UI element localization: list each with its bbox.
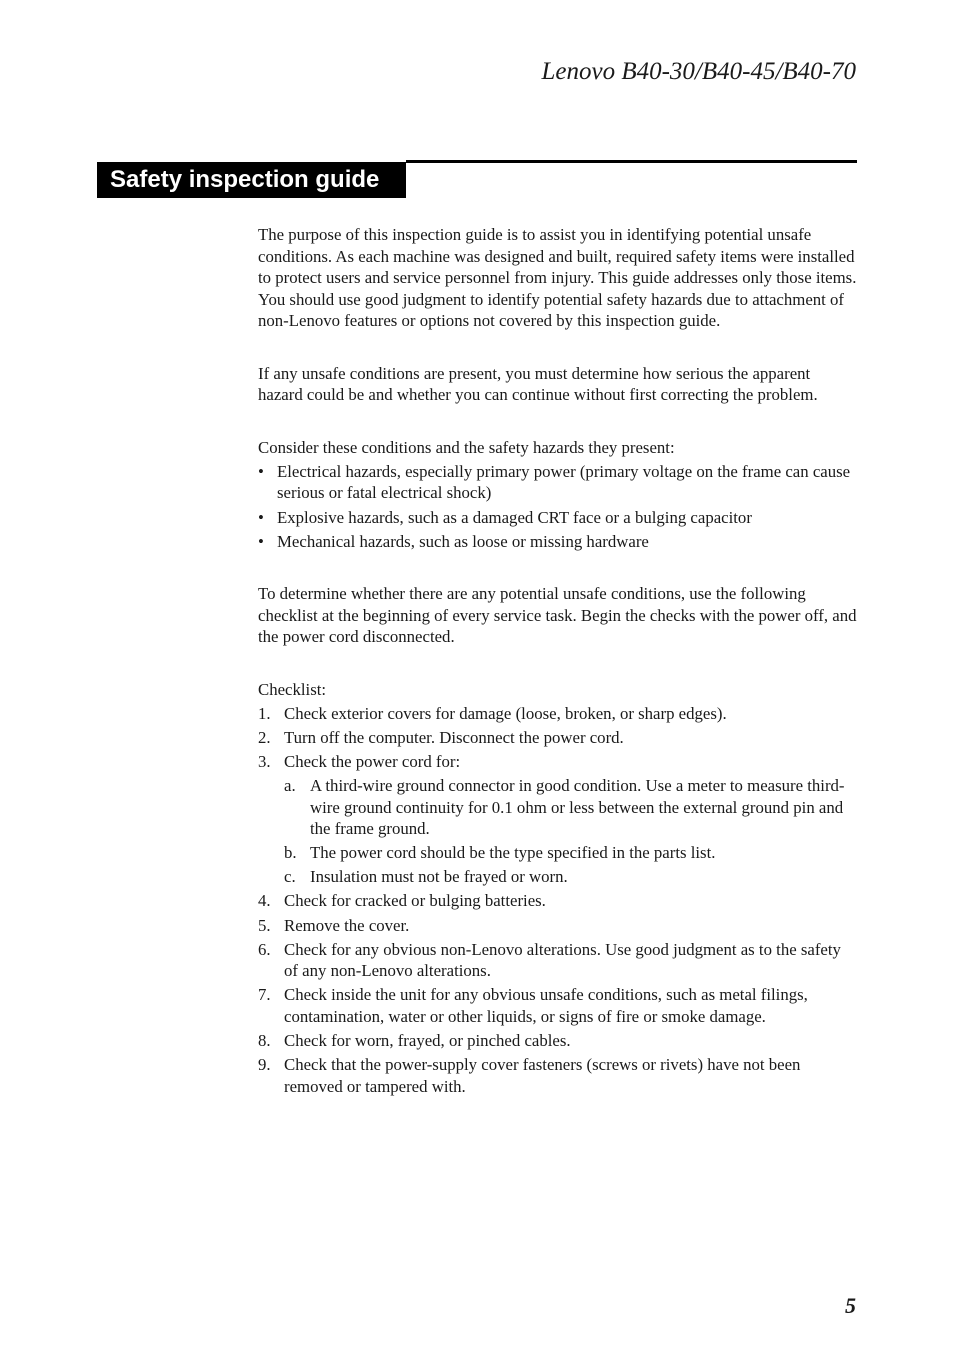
- subitem-text: The power cord should be the type specified in the parts list.: [310, 843, 716, 863]
- list-item: [258, 531, 858, 553]
- hazards-list: [258, 461, 858, 552]
- bullet-marker: •: [258, 461, 264, 481]
- checklist-label: Checklist:: [258, 679, 327, 699]
- checklist-subitem: [284, 866, 858, 888]
- list-item: [258, 507, 858, 529]
- item-number: 8.: [258, 1031, 271, 1050]
- item-number: 5.: [258, 915, 271, 935]
- hazard-assessment-paragraph: If any unsafe conditions are present, you must determine how serious the apparent hazard could be and whether you can continue without first correcting the problem.: [258, 363, 818, 405]
- checklist-item: [258, 984, 858, 1027]
- checklist: [258, 703, 858, 1098]
- item-text: Check inside the unit for any obvious unsafe conditions, such as metal filings, contamination, water or other liquids, or signs of fire or smoke damage.: [284, 985, 808, 1026]
- hazard-text: Mechanical hazards, such as loose or missing hardware: [277, 531, 649, 551]
- item-number: 6.: [258, 939, 271, 959]
- item-text: Remove the cover.: [284, 915, 410, 935]
- intro-paragraph: The purpose of this inspection guide is to assist you in identifying potential unsafe conditions. As each machine was designed and built, required safety items were installed to protect users and service personnel from injury. This guide addresses only those items. You should use good judgment to identify potential safety hazards due to attachment of non-Lenovo features or options not covered by this inspection guide.: [258, 225, 857, 331]
- item-text: Turn off the computer. Disconnect the power cord.: [284, 727, 624, 747]
- item-text: Check for worn, frayed, or pinched cables.: [284, 1031, 571, 1050]
- item-text: Check for cracked or bulging batteries.: [284, 891, 546, 911]
- hazards-intro: Consider these conditions and the safety hazards they present:: [258, 437, 675, 457]
- checklist-item: [258, 727, 858, 749]
- item-number: 1.: [258, 703, 271, 723]
- checklist-item: [258, 1030, 858, 1052]
- page-number: 5: [845, 1293, 856, 1318]
- checklist-item: [258, 915, 858, 937]
- item-number: 4.: [258, 891, 271, 911]
- checklist-item: [258, 939, 858, 982]
- item-text: Check for any obvious non-Lenovo alterations. Use good judgment as to the safety of any non-Lenovo alterations.: [284, 939, 841, 981]
- subitem-letter: c.: [284, 867, 296, 887]
- checklist-sublist: [284, 775, 858, 888]
- checklist-item: [258, 890, 858, 912]
- page-content: [258, 224, 858, 1100]
- item-text: Check that the power-supply cover fasteners (screws or rivets) have not been removed or tampered with.: [284, 1055, 801, 1096]
- checklist-item: [258, 703, 858, 725]
- subitem-letter: b.: [284, 843, 297, 863]
- hazard-text: Electrical hazards, especially primary power (primary voltage on the frame can cause serious or fatal electrical shock): [277, 461, 851, 503]
- item-number: 7.: [258, 985, 271, 1005]
- hazard-text: Explosive hazards, such as a damaged CRT face or a bulging capacitor: [277, 507, 752, 527]
- bullet-marker: •: [258, 507, 264, 527]
- section-rule: [406, 160, 857, 163]
- checklist-subitem: [284, 775, 858, 840]
- checklist-item: [258, 1054, 858, 1097]
- list-item: [258, 461, 858, 504]
- item-number: 9.: [258, 1055, 271, 1075]
- running-header: Lenovo B40-30/B40-45/B40-70: [541, 58, 856, 85]
- item-text: Check exterior covers for damage (loose, broken, or sharp edges).: [284, 703, 727, 723]
- item-text: Check the power cord for:: [284, 751, 461, 771]
- determine-paragraph: To determine whether there are any potential unsafe conditions, use the following checklist at the beginning of every service task. Begin the checks with the power off, and the power cord disconnected.: [258, 584, 857, 647]
- subitem-letter: a.: [284, 775, 296, 795]
- subitem-text: Insulation must not be frayed or worn.: [310, 867, 568, 887]
- subitem-text: A third-wire ground connector in good condition. Use a meter to measure third-wire ground continuity for 0.1 ohm or less between the external ground pin and the frame ground.: [310, 775, 845, 839]
- item-number: 3.: [258, 751, 271, 771]
- bullet-marker: •: [258, 531, 264, 551]
- item-number: 2.: [258, 727, 271, 747]
- checklist-item: [258, 751, 858, 888]
- section-title: Safety inspection guide: [97, 162, 406, 198]
- checklist-subitem: [284, 842, 858, 864]
